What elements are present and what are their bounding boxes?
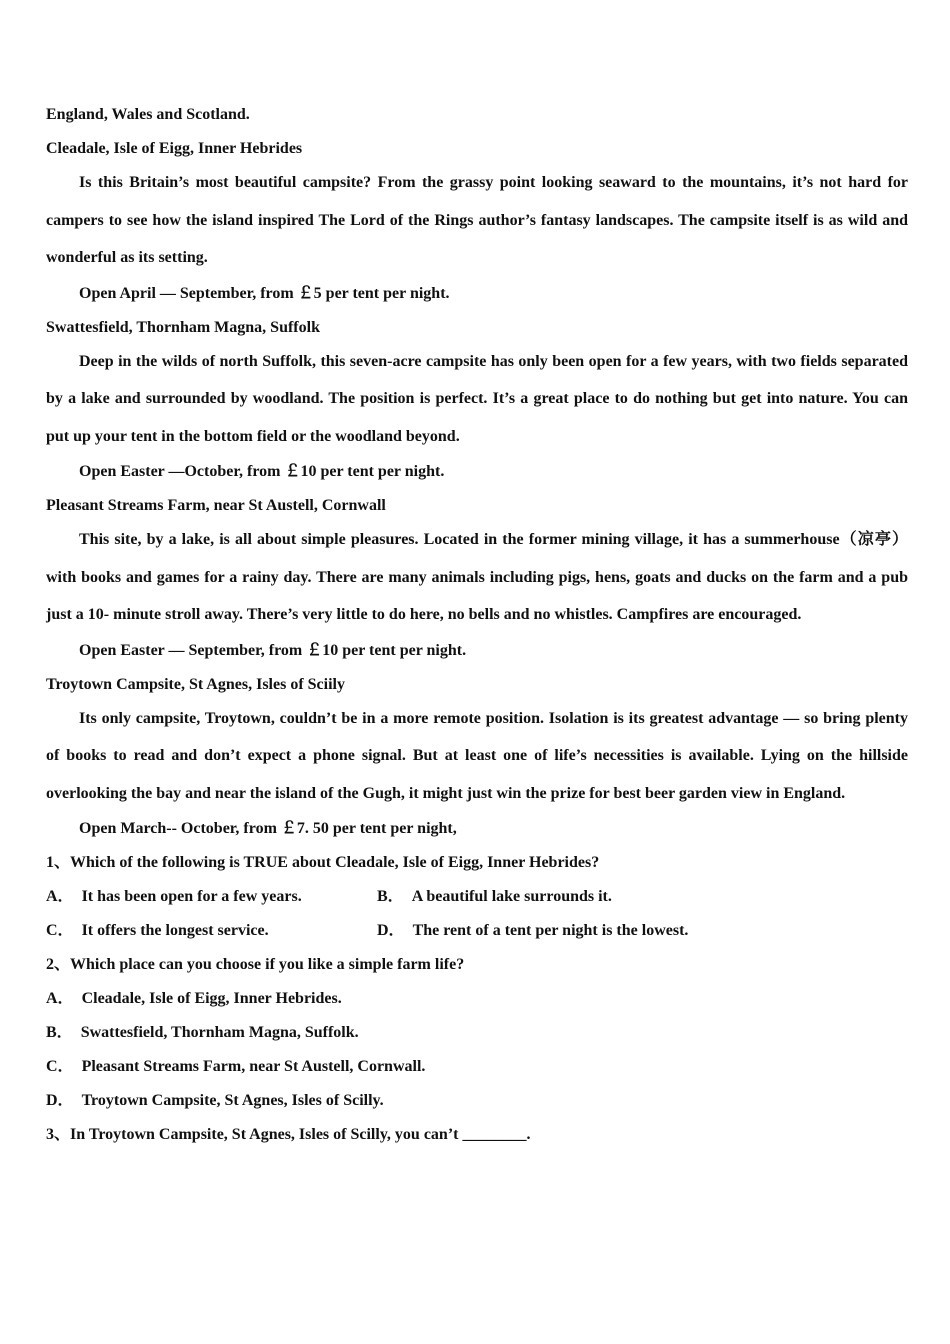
option-a[interactable]: [46, 982, 908, 1016]
site-heading: Cleadale, Isle of Eigg, Inner Hebrides: [46, 140, 303, 157]
site-description: This site, by a lake, is all about simple pleasures. Located in the former mining village, it has a summerhouse（凉亭）with books and games for a rainy day. There are many animals including pigs, hens, goats and ducks on the farm and a pub just a 10- minute stroll away. There’s very little to do here, no bells and no whistles. Campfires are encouraged.: [46, 531, 908, 623]
site-heading: Troytown Campsite, St Agnes, Isles of Sciily: [46, 675, 345, 693]
option-letter: B．: [377, 888, 404, 905]
option-letter: D．: [377, 922, 405, 939]
site-hours: Open Easter — September, from ￡10 per tent per night.: [79, 641, 467, 659]
site-hours: Open April — September, from ￡5 per tent per night.: [79, 284, 450, 302]
option-text: It has been open for a few years.: [81, 888, 302, 905]
option-row: [46, 914, 908, 948]
option-letter: C．: [46, 922, 74, 939]
question-stem: 1、Which of the following is TRUE about Cleadale, Isle of Eigg, Inner Hebrides?: [46, 854, 600, 871]
site-heading: Pleasant Streams Farm, near St Austell, Cornwall: [46, 497, 386, 514]
site-description: Is this Britain’s most beautiful campsite? From the grassy point looking seaward to the mountains, it’s not hard for campers to see how the island inspired The Lord of the Rings author’s fantasy landscapes. The campsite itself is as wild and wonderful as its setting.: [46, 174, 908, 266]
site-description: Deep in the wilds of north Suffolk, this seven-acre campsite has only been open for a few years, with two fields separated by a lake and surrounded by woodland. The position is perfect. It’s a great place to do nothing but get into nature. You can put up your tent in the bottom field or the woodland beyond.: [46, 352, 908, 445]
site-hours: Open March-- October, from ￡7. 50 per tent per night,: [79, 820, 457, 837]
option-letter: C．: [46, 1058, 74, 1075]
site-heading: Swattesfield, Thornham Magna, Suffolk: [46, 318, 320, 336]
option-a[interactable]: [46, 880, 377, 914]
option-c[interactable]: [46, 1050, 908, 1084]
option-text: It offers the longest service.: [81, 922, 269, 939]
option-text: A beautiful lake surrounds it.: [411, 888, 612, 905]
option-b[interactable]: [46, 1016, 908, 1050]
document-page: [46, 98, 908, 1152]
option-d[interactable]: [377, 914, 708, 948]
option-letter: A．: [46, 888, 74, 905]
intro-line: England, Wales and Scotland.: [46, 106, 250, 123]
option-text: Swattesfield, Thornham Magna, Suffolk.: [80, 1024, 359, 1041]
option-text: Troytown Campsite, St Agnes, Isles of Scilly.: [81, 1092, 384, 1109]
site-description: Its only campsite, Troytown, couldn’t be in a more remote position. Isolation is its greatest advantage — so bring plenty of books to read and don’t expect a phone signal. But at least one of life’s necessities is available. Lying on the hillside overlooking the bay and near the island of the Gugh, it might just win the prize for best beer garden view in England.: [46, 709, 908, 802]
option-letter: B．: [46, 1024, 73, 1041]
option-c[interactable]: [46, 914, 377, 948]
option-b[interactable]: [377, 880, 708, 914]
option-row: [46, 880, 908, 914]
option-letter: D．: [46, 1092, 74, 1109]
option-letter: A．: [46, 990, 74, 1007]
site-hours: Open Easter —October, from ￡10 per tent per night.: [79, 463, 445, 480]
option-text: The rent of a tent per night is the lowest.: [412, 922, 689, 939]
option-text: Cleadale, Isle of Eigg, Inner Hebrides.: [81, 990, 342, 1007]
option-text: Pleasant Streams Farm, near St Austell, Cornwall.: [81, 1058, 426, 1075]
question-stem: 2、Which place can you choose if you like a simple farm life?: [46, 956, 465, 973]
question-stem: 3、In Troytown Campsite, St Agnes, Isles of Scilly, you can’t ________.: [46, 1126, 531, 1143]
option-d[interactable]: [46, 1084, 908, 1118]
